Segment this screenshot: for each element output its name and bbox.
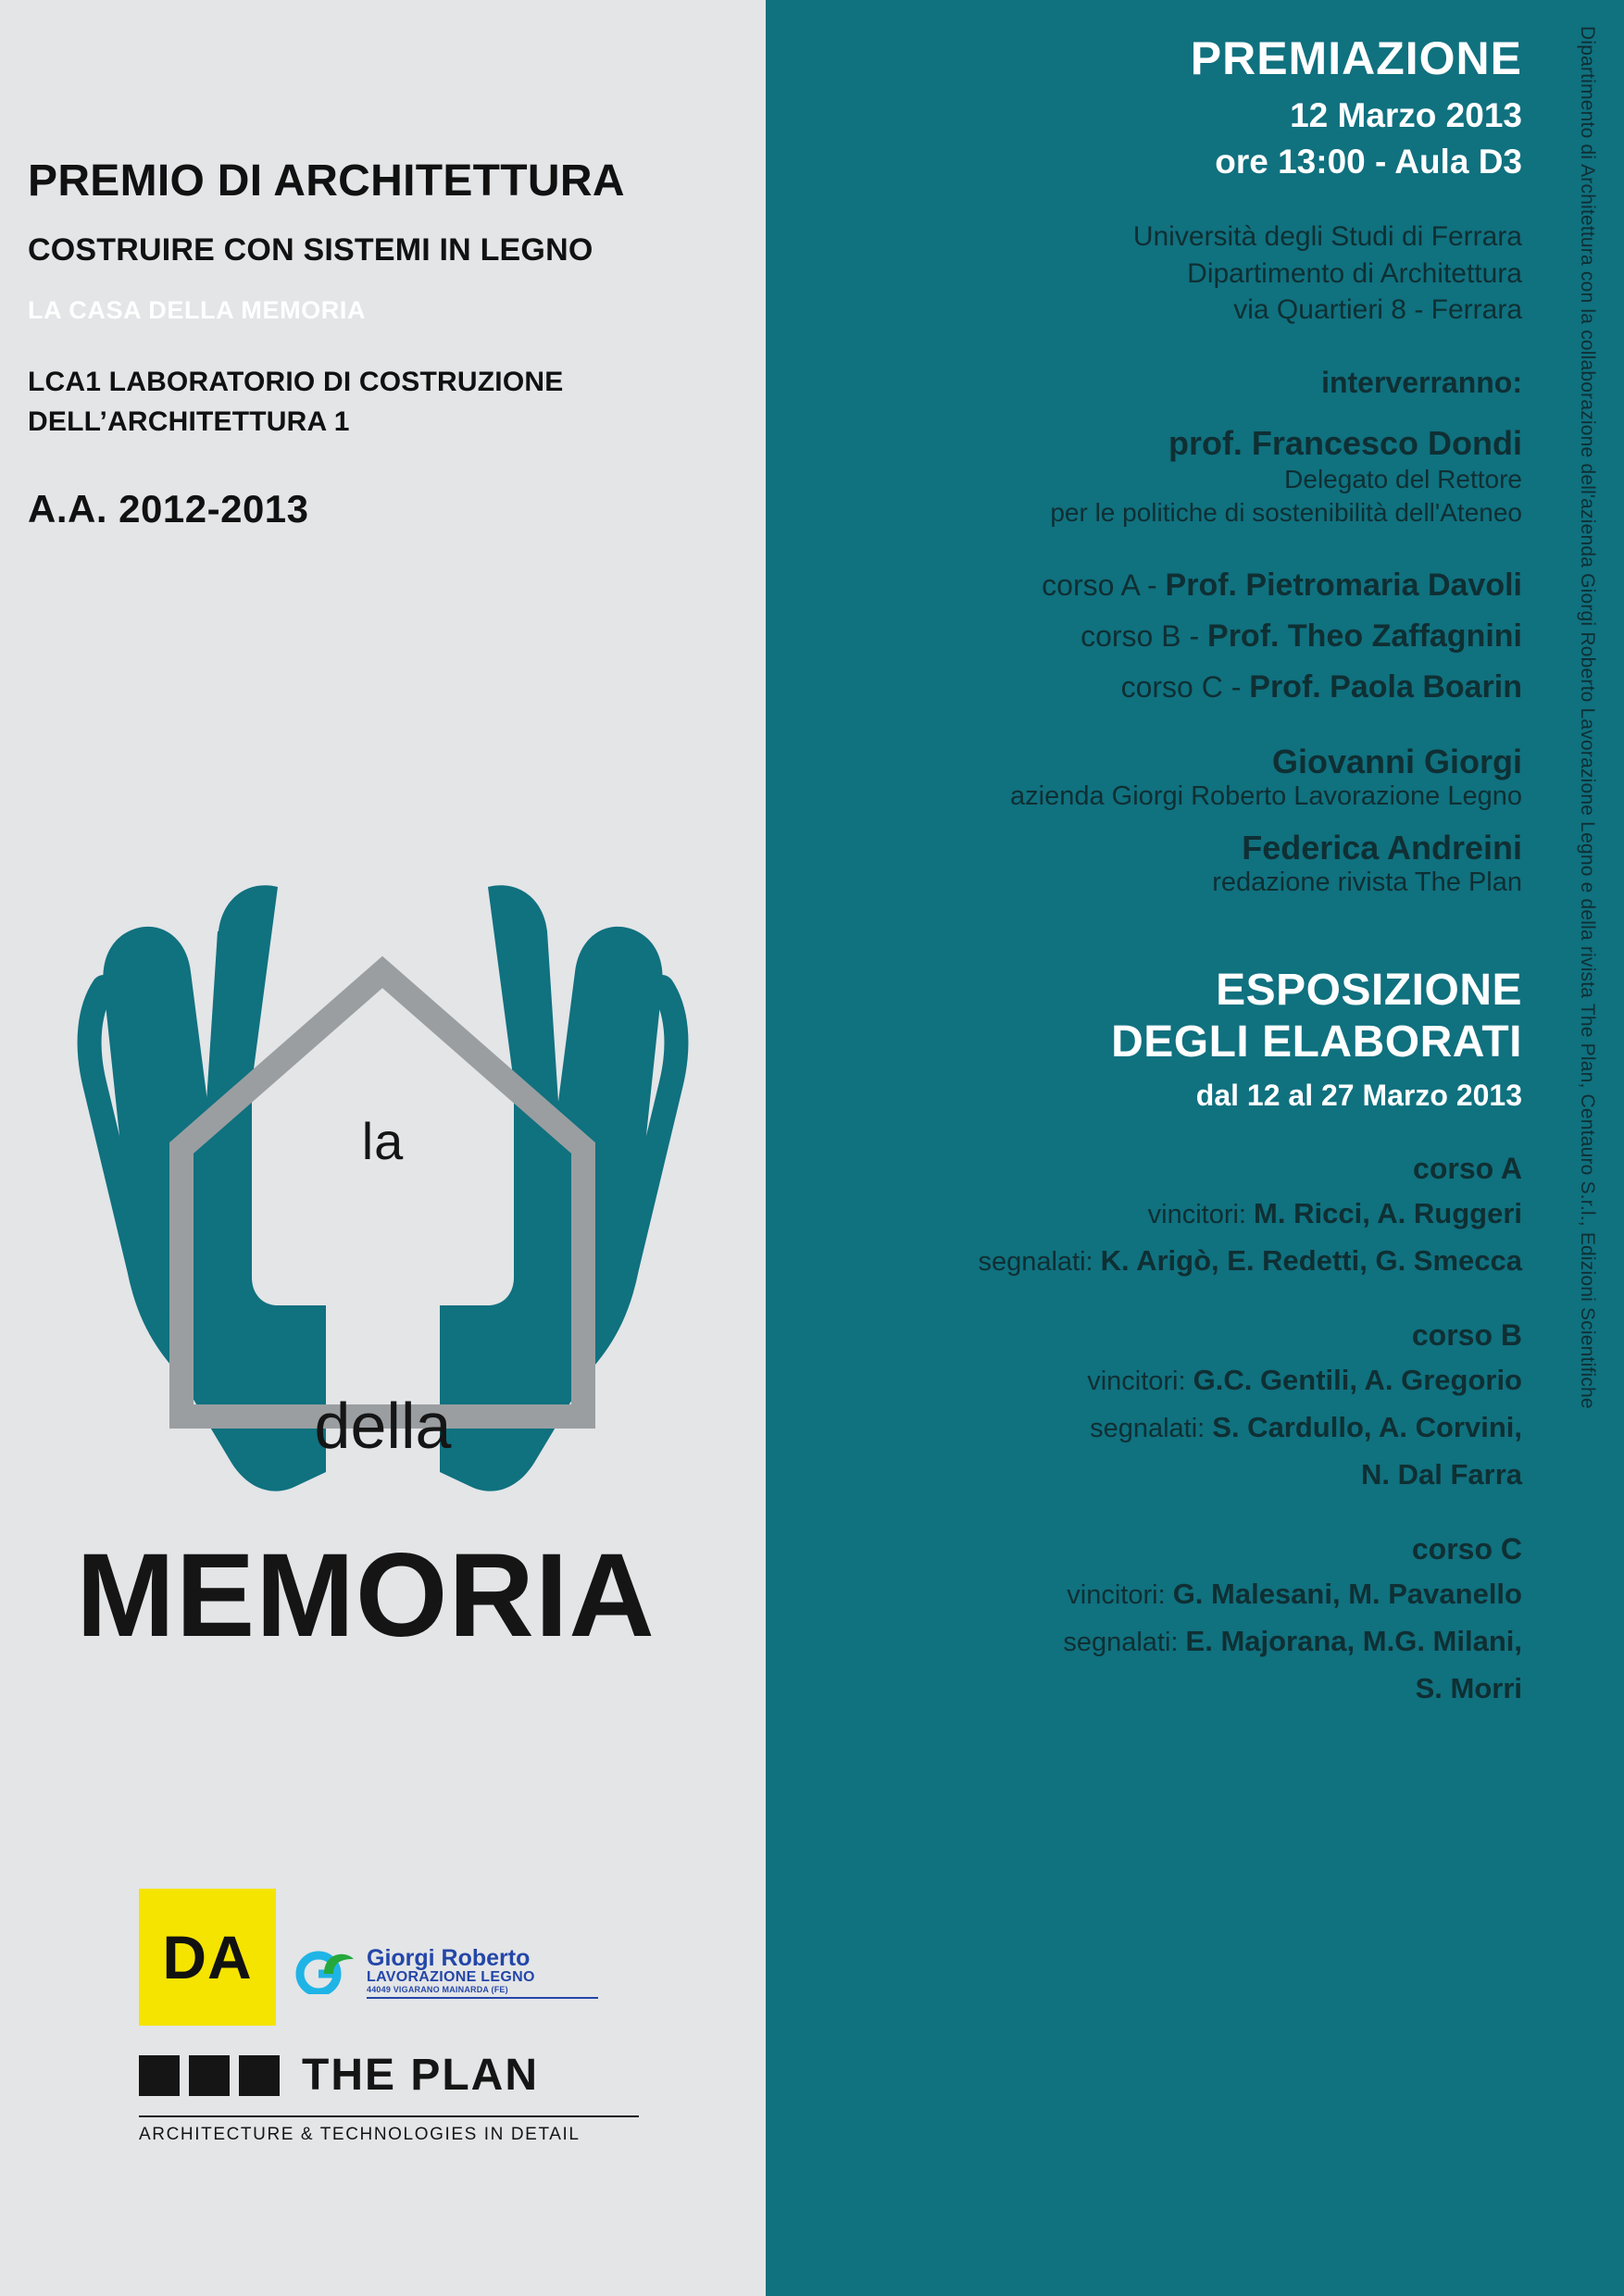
course-row (793, 669, 1522, 705)
results-mentions (793, 1623, 1522, 1661)
plan-name: THE PLAN (302, 2051, 539, 2100)
course-professor: Prof. Pietromaria Davoli (1165, 567, 1522, 603)
course-professor: Prof. Paola Boarin (1249, 668, 1522, 705)
exhibition-title (793, 965, 1522, 1069)
winners-label: vincitori: (1147, 1199, 1255, 1229)
results-group (793, 1318, 1522, 1493)
left-panel (0, 0, 766, 2296)
giorgi-address: 44049 VIGARANO MAINARDA (FE) (367, 1985, 508, 1995)
mentions-names-extra: S. Morri (1415, 1671, 1522, 1704)
the-plan-logo (139, 2050, 713, 2101)
course-label: corso C - (1120, 669, 1250, 704)
page-subtitle: COSTRUIRE CON SISTEMI IN LEGNO (28, 231, 593, 268)
da-logo-text: DA (162, 1923, 253, 1991)
mentions-label: segnalati: (1063, 1627, 1186, 1657)
winners-label: vincitori: (1087, 1366, 1193, 1397)
exhibition-title-line2: DEGLI ELABORATI (1111, 1017, 1522, 1067)
side-credit-text: Dipartimento di Architettura con la collaborazione dell'azienda Giorgi Roberto Lavorazione Legno e della rivista The Plan, Centauro S.r.l., Edizioni Scientifiche (1577, 26, 1598, 1409)
title-block (0, 0, 766, 531)
results-mentions (793, 1242, 1522, 1280)
venue-line-address: via Quartieri 8 - Ferrara (1233, 294, 1522, 326)
plan-tagline: ARCHITECTURE & TECHNOLOGIES IN DETAIL (139, 2115, 639, 2145)
exhibition-dates: dal 12 al 27 Marzo 2013 (1195, 1078, 1522, 1112)
giorgi-activity: LAVORAZIONE LEGNO (367, 1969, 535, 1986)
venue-line-university: Università degli Studi di Ferrara (1132, 221, 1522, 252)
award-time: ore 13:00 - Aula D3 (1215, 143, 1522, 181)
results-mentions (793, 1409, 1522, 1447)
speakers-label: interverranno: (1321, 365, 1522, 399)
theme-label: LA CASA DELLA MEMORIA (28, 295, 367, 324)
plan-square-3-icon (239, 2055, 280, 2096)
winners-names: G.C. Gentili, A. Gregorio (1193, 1364, 1522, 1397)
winners-names: G. Malesani, M. Pavanello (1172, 1578, 1522, 1611)
footer-logos (139, 1889, 713, 2145)
course-professors (793, 568, 1522, 705)
venue-line-department: Dipartimento di Architettura (1187, 257, 1522, 289)
course-professor: Prof. Theo Zaffagnini (1207, 618, 1522, 654)
mentions-names: K. Arigò, E. Redetti, G. Smecca (1100, 1243, 1522, 1277)
mentions-label: segnalati: (978, 1246, 1101, 1277)
da-logo (139, 1889, 276, 2026)
right-panel (766, 0, 1624, 2296)
winners-label: vincitori: (1067, 1580, 1173, 1611)
logo-word-della: della (314, 1390, 452, 1462)
course-name (28, 362, 766, 443)
logo-word-la: la (361, 1112, 405, 1170)
results-mentions-extra (793, 1456, 1522, 1494)
results-course-label: corso A (1413, 1151, 1522, 1185)
course-label: corso B - (1081, 618, 1208, 653)
course-row (793, 568, 1522, 604)
academic-year: A.A. 2012-2013 (28, 486, 309, 530)
course-row (793, 618, 1522, 655)
results-group (793, 1152, 1522, 1279)
guest-name: prof. Francesco Dondi (1168, 423, 1522, 462)
side-credit (1559, 0, 1615, 2296)
results-winners (793, 1576, 1522, 1614)
award-title: PREMIAZIONE (1190, 32, 1522, 84)
results-course-label: corso C (1411, 1532, 1522, 1566)
course-name-line2: DELL’ARCHITETTURA 1 (28, 406, 350, 438)
partner-name: Federica Andreini (1242, 828, 1522, 867)
mentions-label: segnalati: (1090, 1413, 1213, 1443)
page-title: PREMIO DI ARCHITETTURA (28, 156, 625, 206)
winners-names: M. Ricci, A. Ruggeri (1254, 1196, 1522, 1229)
mentions-names: E. Majorana, M.G. Milani, (1185, 1624, 1522, 1657)
mentions-names-extra: N. Dal Farra (1360, 1457, 1522, 1491)
partner-name: Giovanni Giorgi (1271, 742, 1522, 780)
plan-square-1-icon (139, 2055, 180, 2096)
venue-block (793, 218, 1522, 329)
guest-role-line2: per le politiche di sostenibilità dell'Ateneo (1050, 498, 1522, 528)
results-mentions-extra (793, 1670, 1522, 1708)
logo-word-memoria: MEMORIA (76, 1529, 656, 1662)
award-date: 12 Marzo 2013 (1290, 96, 1522, 134)
guest-role-line1: Delegato del Rettore (1284, 464, 1522, 493)
giorgi-logo (293, 1946, 598, 1999)
plan-square-2-icon (189, 2055, 230, 2096)
giorgi-divider (367, 1997, 598, 1999)
results-course-label: corso B (1411, 1318, 1522, 1353)
partner-speakers (793, 742, 1522, 898)
results-winners (793, 1195, 1522, 1233)
course-label: corso A - (1042, 568, 1166, 602)
course-name-line1: LCA1 LABORATORIO DI COSTRUZIONE (28, 366, 564, 397)
mentions-names: S. Cardullo, A. Corvini, (1212, 1410, 1522, 1443)
exhibition-title-line1: ESPOSIZIONE (1216, 965, 1522, 1015)
giorgi-mark-icon (293, 1946, 361, 1994)
giorgi-name: Giorgi Roberto (367, 1945, 531, 1971)
guest-speaker (793, 424, 1522, 530)
results-winners (793, 1362, 1522, 1400)
results-group (793, 1532, 1522, 1707)
partner-affiliation: azienda Giorgi Roberto Lavorazione Legno (1010, 780, 1522, 811)
partner-affiliation: redazione rivista The Plan (1212, 867, 1522, 897)
